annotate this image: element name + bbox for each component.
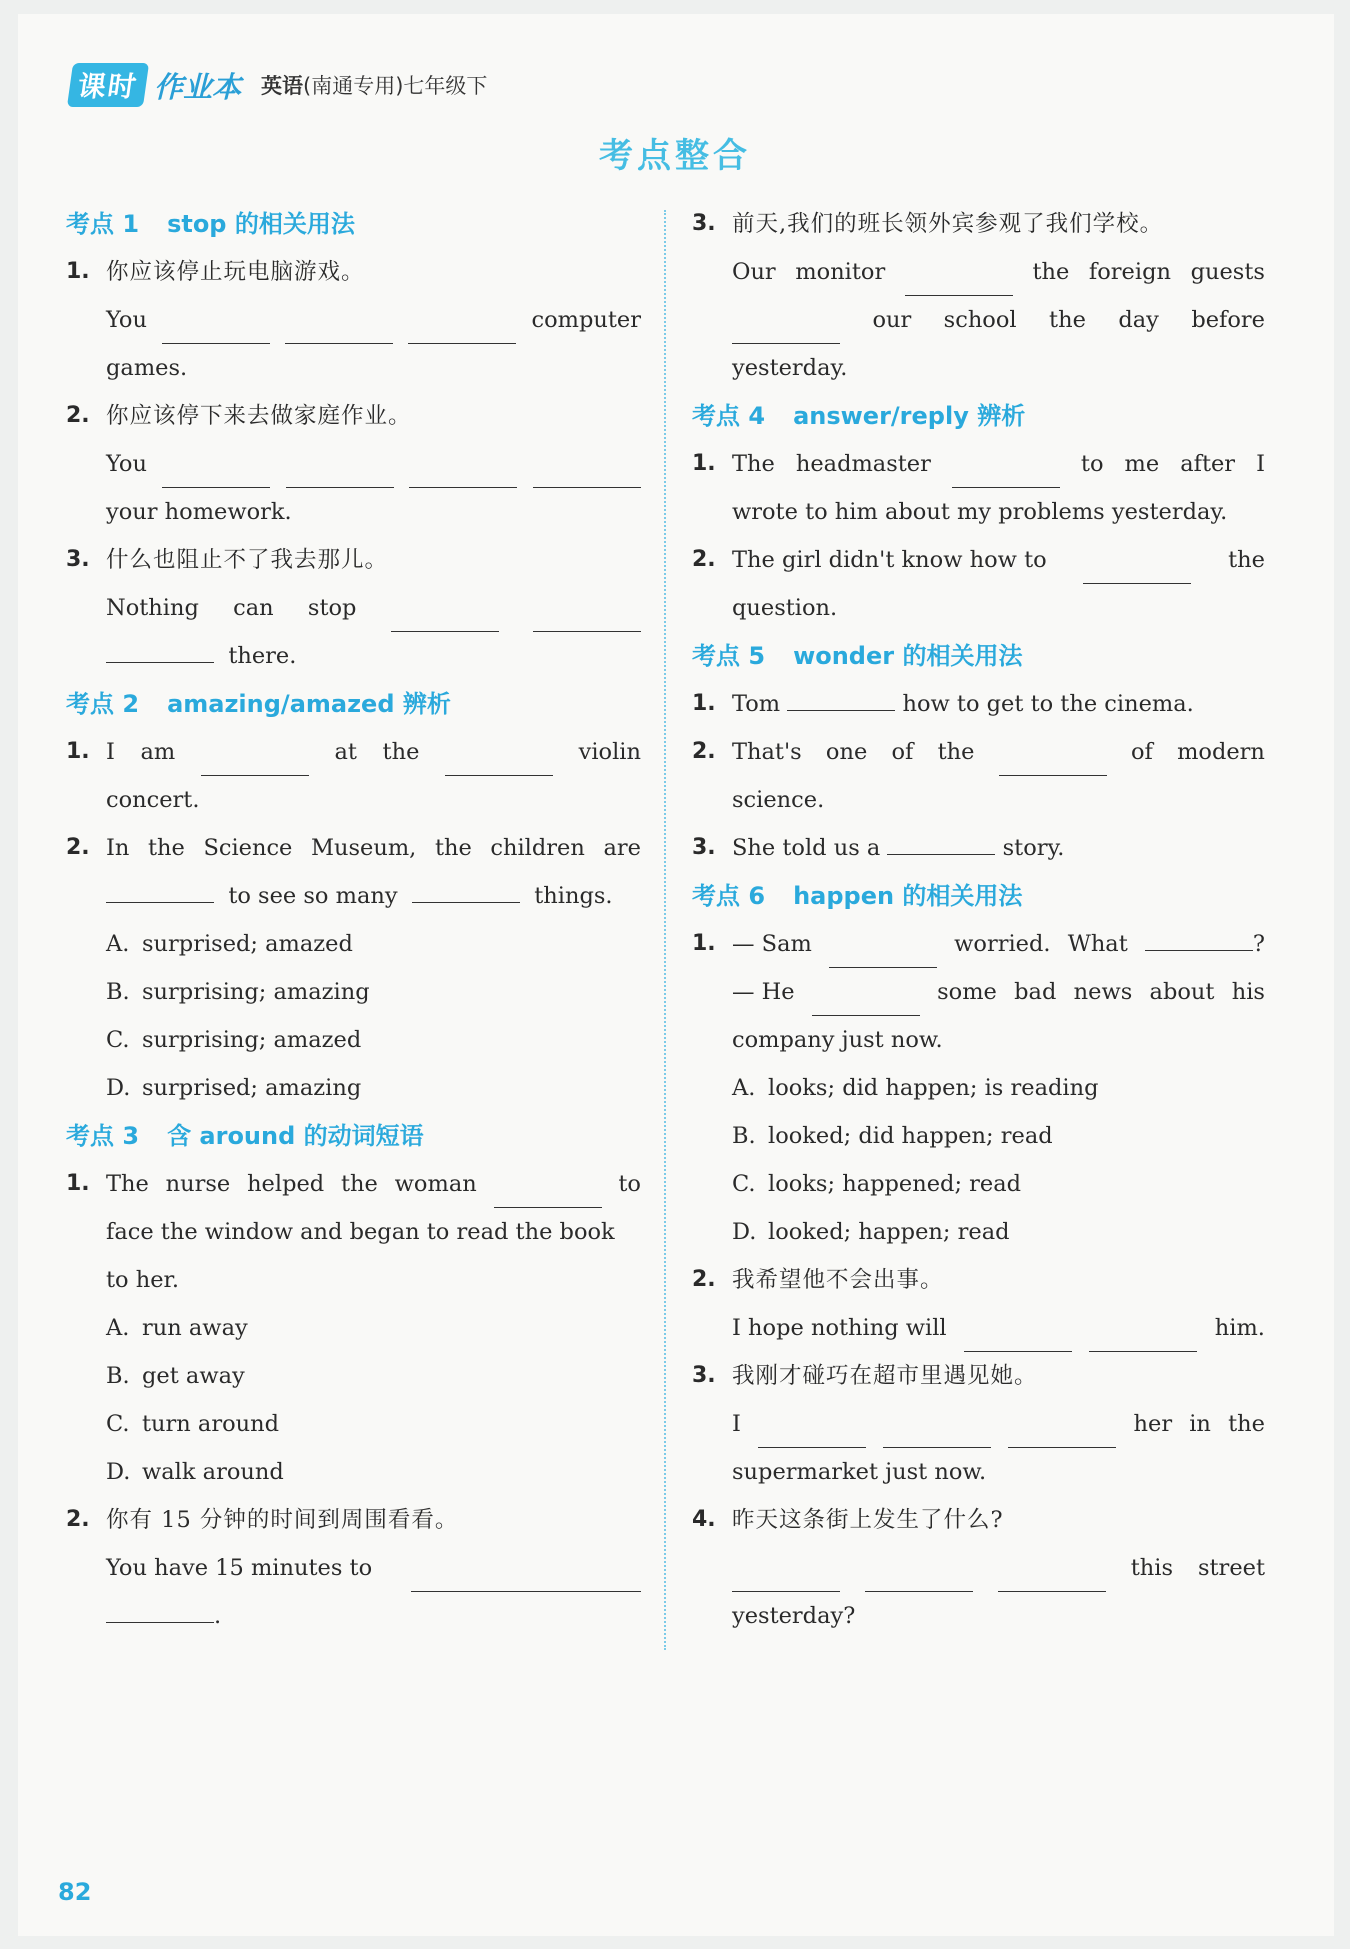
question: 2. 你应该停下来去做家庭作业。 You your homework. (66, 392, 641, 536)
right-column (692, 200, 1265, 1640)
option-choice[interactable]: A. surprised; amazed (106, 931, 353, 957)
answer-blank[interactable] (905, 273, 1013, 296)
answer-blank[interactable] (883, 1425, 991, 1448)
question: 1. Tom how to get to the cinema. (692, 680, 1265, 728)
answer-blank[interactable] (411, 1569, 641, 1592)
answer-blank[interactable] (1083, 561, 1191, 584)
answer-blank[interactable] (812, 993, 920, 1016)
answer-blank[interactable] (787, 688, 895, 711)
answer-blank[interactable] (412, 880, 520, 903)
question: 2. 你有 15 分钟的时间到周围看看。 You have 15 minutes to . (66, 1496, 641, 1640)
question: 3. 我刚才碰巧在超市里遇见她。 I her in the supermarket just now. (692, 1363, 1265, 1485)
section-heading: 考点 5 wonder 的相关用法 (692, 642, 1023, 670)
question: 4. 昨天这条街上发生了什么? this street yesterday? (692, 1507, 1265, 1629)
subject-label: 英语(南通专用)七年级下 (261, 74, 488, 98)
answer-blank[interactable] (286, 465, 394, 488)
answer-blank[interactable] (445, 753, 553, 776)
option-choice[interactable]: D. walk around (106, 1459, 284, 1485)
answer-blank[interactable] (391, 609, 499, 632)
section-heading: 考点 1 stop 的相关用法 (66, 210, 355, 238)
section-heading: 考点 6 happen 的相关用法 (692, 882, 1023, 910)
answer-blank[interactable] (162, 321, 270, 344)
question: 2. In the Science Museum, the children are to see so many things. (66, 835, 641, 909)
question: 1. — Sam worried. What ? — He some bad news about his company just now. (692, 920, 1265, 1064)
brand-logo (70, 65, 241, 105)
answer-blank[interactable] (964, 1329, 1072, 1352)
option-choice[interactable]: A. looks; did happen; is reading (732, 1075, 1099, 1101)
header (70, 62, 487, 108)
answer-blank[interactable] (999, 753, 1107, 776)
answer-blank[interactable] (732, 321, 840, 344)
answer-blank[interactable] (162, 465, 270, 488)
answer-blank[interactable] (865, 1569, 973, 1592)
answer-blank[interactable] (106, 640, 214, 663)
question: 1. 你应该停止玩电脑游戏。 You computer games. (66, 259, 641, 381)
section-heading: 考点 2 amazing/amazed 辨析 (66, 690, 451, 718)
answer-blank[interactable] (106, 880, 214, 903)
column-divider (664, 210, 666, 1650)
answer-blank[interactable] (952, 465, 1060, 488)
question: 2. The girl didn't know how to the question. (692, 547, 1265, 621)
left-column (66, 200, 641, 1640)
logo-text: 作业本 (154, 69, 242, 104)
question: 3. 什么也阻止不了我去那儿。 Nothing can stop there. (66, 536, 641, 680)
question: 2. That's one of the of modern science. (692, 739, 1265, 813)
answer-blank[interactable] (201, 753, 309, 776)
option-choice[interactable]: C. looks; happened; read (732, 1171, 1022, 1197)
answer-blank[interactable] (829, 945, 937, 968)
answer-blank[interactable] (758, 1425, 866, 1448)
option-choice[interactable]: C. surprising; amazed (106, 1027, 362, 1053)
answer-blank[interactable] (494, 1185, 602, 1208)
answer-blank[interactable] (533, 609, 641, 632)
answer-blank[interactable] (1089, 1329, 1197, 1352)
question: 3. She told us a story. (692, 824, 1265, 872)
section-heading: 考点 3 含 around 的动词短语 (66, 1122, 424, 1150)
answer-blank[interactable] (1008, 1425, 1116, 1448)
question: 3. 前天,我们的班长领外宾参观了我们学校。 Our monitor the foreign guests our school the day before yesterday. (692, 211, 1265, 381)
answer-blank[interactable] (887, 832, 995, 855)
answer-blank[interactable] (285, 321, 393, 344)
answer-blank[interactable] (732, 1569, 840, 1592)
option-choice[interactable]: A. run away (106, 1315, 248, 1341)
page-number: 82 (58, 1878, 92, 1906)
answer-blank[interactable] (106, 1600, 214, 1623)
page-title: 考点整合 (599, 136, 751, 176)
question: 1. I am at the violin concert. (66, 739, 641, 813)
question: 2. 我希望他不会出事。 I hope nothing will him. (692, 1256, 1265, 1352)
section-heading: 考点 4 answer/reply 辨析 (692, 402, 1026, 430)
option-choice[interactable]: B. get away (106, 1363, 245, 1389)
question: 1. The headmaster to me after I wrote to him about my problems yesterday. (692, 451, 1265, 525)
answer-blank[interactable] (998, 1569, 1106, 1592)
logo-badge: 课时 (67, 63, 149, 107)
question: 1. The nurse helped the woman to face the window and began to read the book to her. (66, 1171, 641, 1293)
answer-blank[interactable] (1145, 928, 1253, 951)
answer-blank[interactable] (409, 465, 517, 488)
option-choice[interactable]: D. looked; happen; read (732, 1219, 1010, 1245)
option-choice[interactable]: B. surprising; amazing (106, 979, 370, 1005)
answer-blank[interactable] (408, 321, 516, 344)
answer-blank[interactable] (533, 465, 641, 488)
option-choice[interactable]: B. looked; did happen; read (732, 1123, 1053, 1149)
option-choice[interactable]: D. surprised; amazing (106, 1075, 362, 1101)
option-choice[interactable]: C. turn around (106, 1411, 280, 1437)
